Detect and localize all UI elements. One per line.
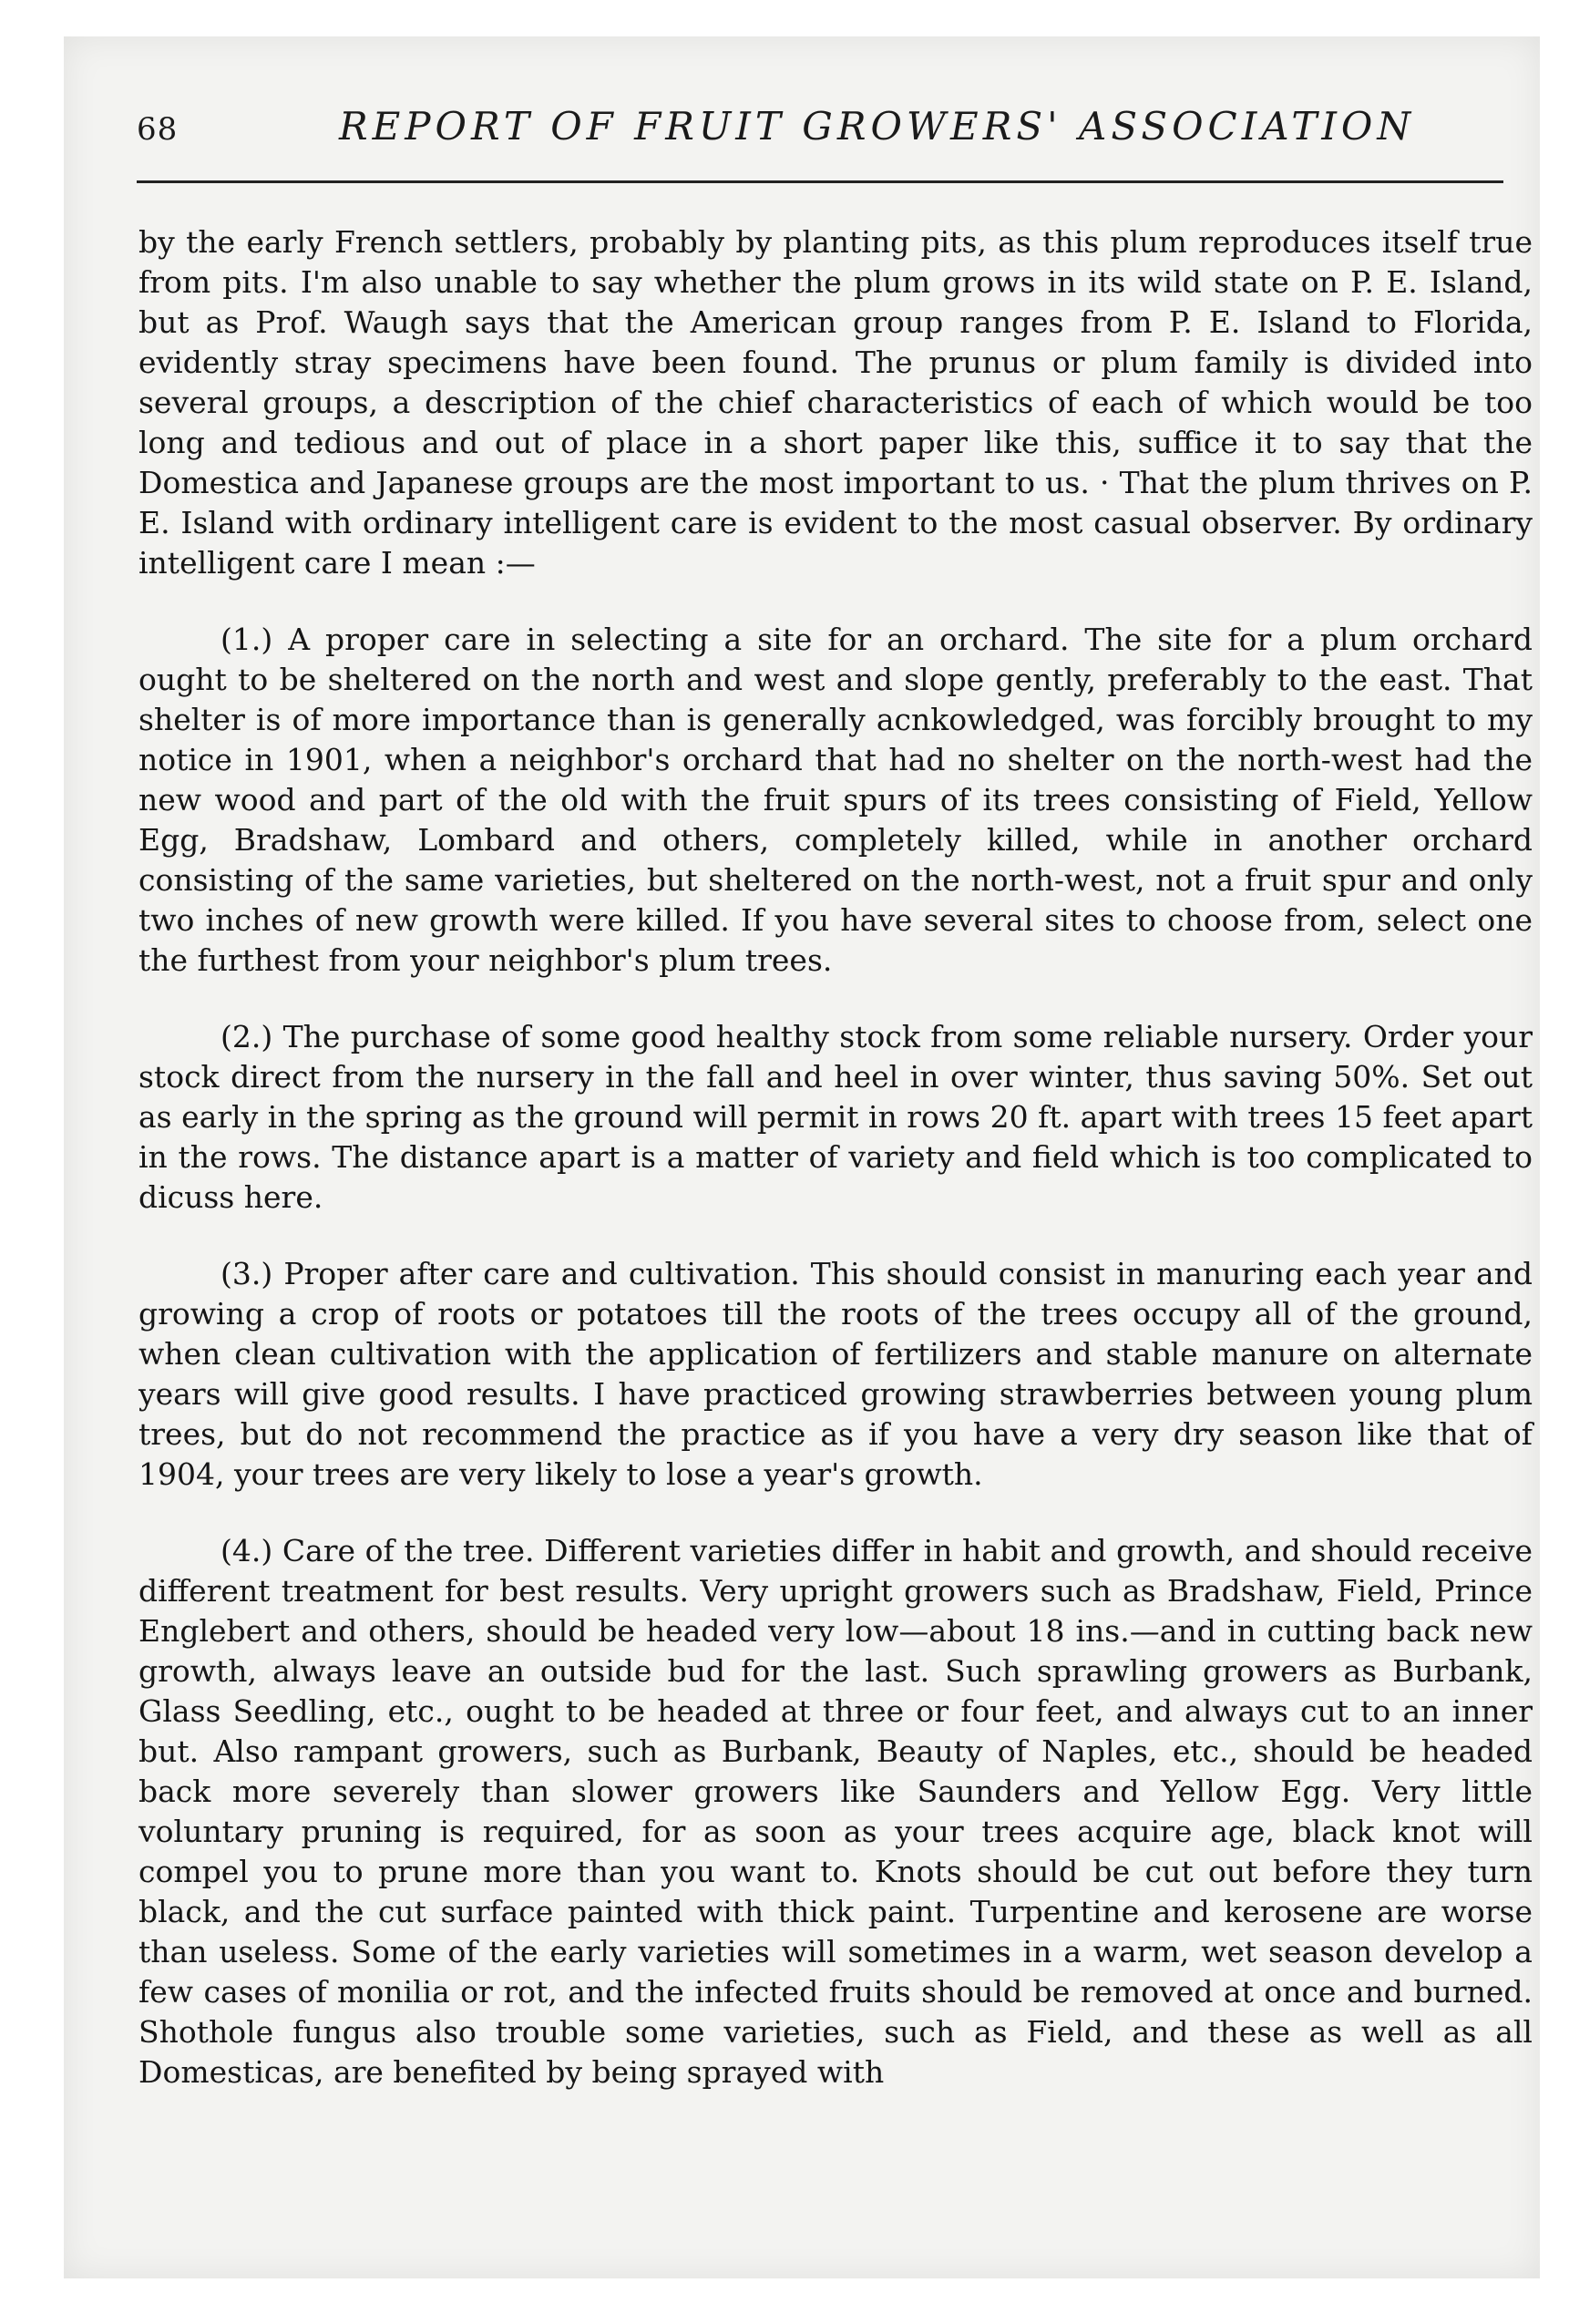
paragraph-intro: by the early French settlers, probably by planting pits, as this plum reproduces itself true from pits. I'm also unable to say whether the plum grows in its wild state on P. E. Island, but as Prof. Waugh says that the American group ranges from P. E. Island to Florida, evidently stray specimens have been found. The prunus or plum family is divided into several groups, a description of the chief characteristics of each of which would be too long and tedious and out of place in a short paper like this, suffice it to say that the Domestica and Japanese groups are the most important to us. · That the plum thrives on P. E. Island with ordinary intelligent care is evident to the most casual observer. By ordinary intelligent care I mean :— — [138, 224, 1533, 581]
running-title: REPORT OF FRUIT GROWERS' ASSOCIATION — [339, 104, 1416, 149]
paragraph-tree-care: (4.) Care of the tree. Different varieties differ in habit and growth, and should receive different treatment for best results. Very upright growers such as Bradshaw, Field, Prince Englebert and others, should be headed very low—about 18 ins.—and in cutting back new growth, always leave an outside bud for the last. Such sprawling growers as Burbank, Glass Seedling, etc., ought to be headed at three or four feet, and always cut to an inner but. Also rampant growers, such as Burbank, Beauty of Naples, etc., should be headed back more severely than slower growers like Saunders and Yellow Egg. Very little voluntary pruning is required, for as soon as your trees acquire age, black knot will compel you to prune more than you want to. Knots should be cut out before they turn black, and the cut surface painted with thick paint. Turpentine and kerosene are worse than useless. Some of the early varieties will sometimes in a warm, wet season develop a few cases of monilia or rot, and the infected fruits should be removed at once and burned. Shothole fungus also trouble some varieties, such as Field, and these as well as all Domesticas, are benefited by being sprayed with — [138, 1533, 1533, 2090]
paragraph-after-care: (3.) Proper after care and cultivation. This should consist in manuring each year and growing a crop of roots or potatoes till the roots of the trees occupy all of the ground, when clean cultivation with the application of fertilizers and stable manure on alternate years will give good results. I have practiced growing strawberries between young plum trees, but do not recommend the practice as if you have a very dry season like that of 1904, your trees are very likely to lose a year's growth. — [138, 1256, 1533, 1492]
header-rule — [137, 180, 1503, 183]
paragraph-site-selection: (1.) A proper care in selecting a site for an orchard. The site for a plum orchard ought to be sheltered on the north and west and slope gently, preferably to the east. That shelter is of more importance than is generally acnkowledged, was forcibly brought to my notice in 1901, when a neighbor's orchard that had no shelter on the north-west had the new wood and part of the old with the fruit spurs of its trees consisting of Field, Yellow Egg, Bradshaw, Lombard and others, completely killed, while in another orchard consisting of the same varieties, but sheltered on the north-west, not a fruit spur and only two inches of new growth were killed. If you have several sites to choose from, select one the furthest from your neighbor's plum trees. — [138, 622, 1533, 978]
page-header — [137, 100, 1416, 155]
paragraph-stock-purchase: (2.) The purchase of some good healthy stock from some reliable nursery. Order your stock direct from the nursery in the fall and heel in over winter, thus saving 50%. Set out as early in the spring as the ground will permit in rows 20 ft. apart with trees 15 feet apart in the rows. The distance apart is a matter of variety and field which is too complicated to dicuss here. — [138, 1019, 1533, 1215]
page-number: 68 — [137, 111, 179, 148]
body-text — [138, 222, 1533, 2129]
